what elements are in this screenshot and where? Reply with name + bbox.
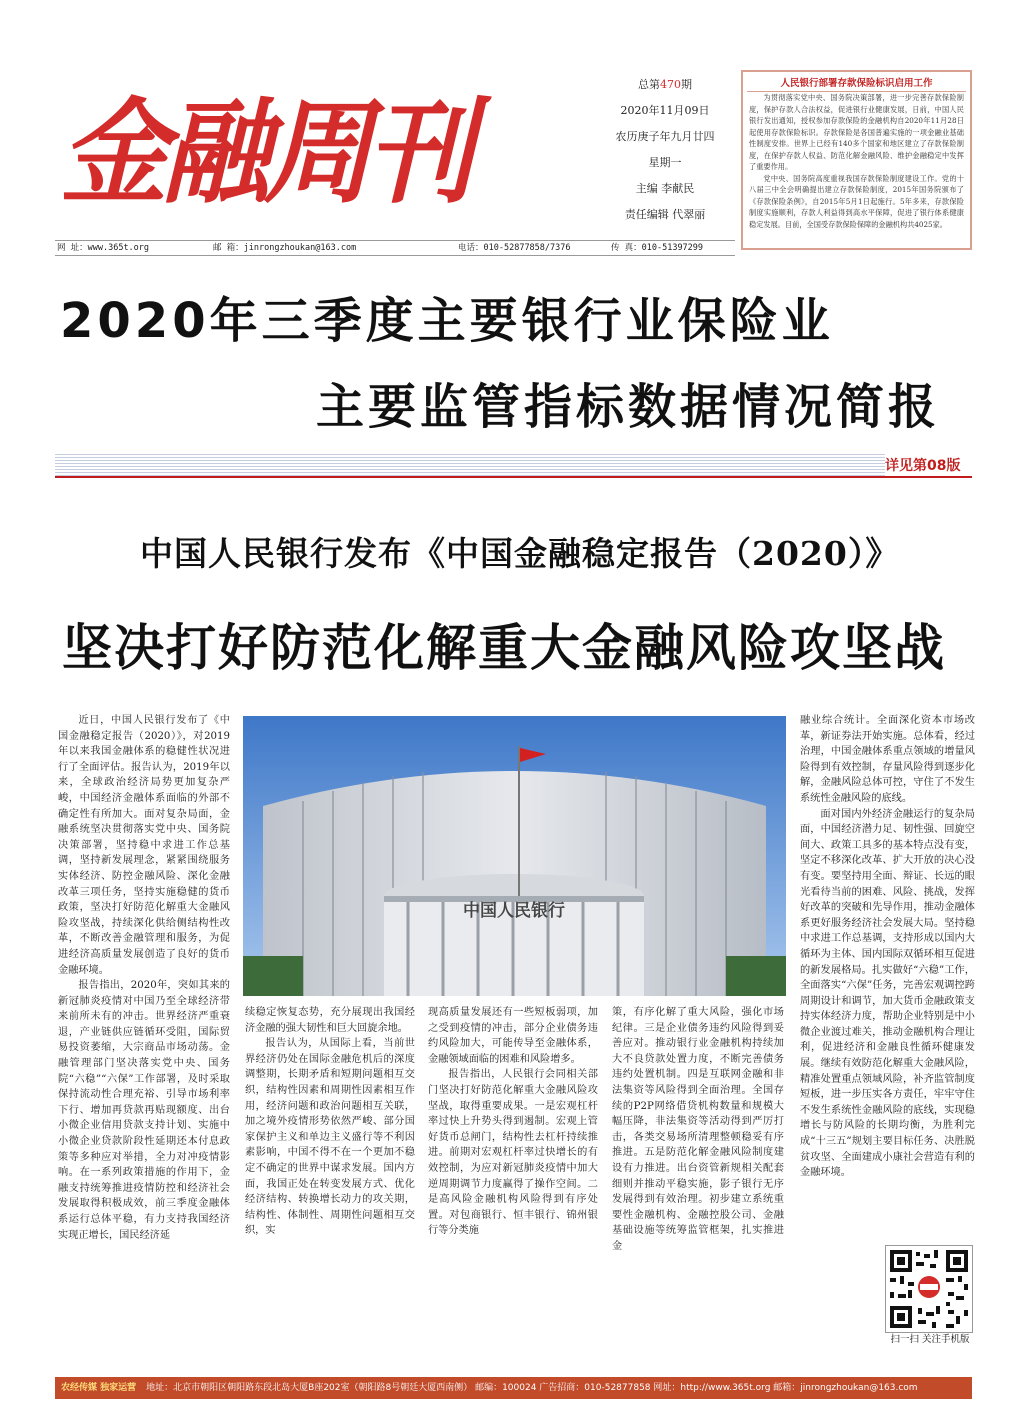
article-paragraph: 面对国内外经济金融运行的复杂局面，中国经济潜力足、韧性强、回旋空间大、政策工具多的基本特点没有变，坚定不移深化改革、扩大开放的决心没有变。要坚持用全面、辩证、长远的眼光看待当前的困难、风险、挑战，发挥好改革的突破和先导作用，推动金融体系更好服务经济社会发展大局。坚持稳中求进工作总基调，支持形成以国内大循环为主体、国内国际双循环相互促进的新发展格局。扎实做好“六稳”工作，全面落实“六保”任务，完善宏观调控跨周期设计和调节，加大货币金融政策支持实体经济力度，帮助企业特别是中小微企业渡过难关，推动金融机构合理让利，促进经济和金融良性循环健康发展。继续有效防范化解重大金融风险，精准处置重点领域风险，补齐监管制度短板，进一步压实各方责任，牢牢守住不发生系统性金融风险的底线，实现稳增长与防风险的长期均衡，为胜利完成“十三五”规划主要目标任务、决胜脱贫攻坚、全面建成小康社会营造有利的金融环境。 — [800, 808, 975, 1179]
responsible-editor: 责任编辑 代翠丽 — [624, 208, 706, 221]
stripe-divider — [55, 452, 885, 476]
article-paragraph: 策，有序化解了重大风险，强化市场纪律。三是企业债务违约风险得到妥善应对。推动银行业金融机构持续加大不良贷款处置力度，不断完善债务违约处置机制。四是互联网金融和非法集资等风险得到全面治理。全国存续的P2P网络借贷机构数量和规模大幅压降，非法集资等活动得到严厉打击，各类交易场所清理整顿稳妥有序推进。五是防范化解金融风险制度建设有力推进。出台资管新规相关配套细则并推动平稳实施，影子银行无序发展得到有效治理。初步建立系统重要性金融机构、金融控股公司、金融基础设施等统筹监管框架，扎实推进金 — [612, 1007, 784, 1252]
article-kicker: 中国人民银行发布《中国金融稳定报告（2020）》 — [140, 534, 900, 573]
contact-bar — [55, 240, 735, 256]
notice-paragraph: 为贯彻落实党中央、国务院决策部署，进一步完善存款保险制度，保护存款人合法权益，促进银行业健康发展，日前，中国人民银行发出通知，授权参加存款保险的金融机构自2020年11月28日起使用存款保险标识。存款保险是各国普遍实施的一项金融业基础性制度安排。世界上已经有140多个国家和地区建立了存款保险制度，在保护存款人权益、防范化解金融风险、维护金融稳定中发挥了重要作用。 — [749, 93, 964, 171]
article-paragraph: 续稳定恢复态势，充分展现出我国经济金融的强大韧性和巨大回旋余地。 — [245, 1007, 415, 1034]
masthead-title: 金融周刊 — [60, 86, 469, 220]
article-paragraph: 现高质量发展还有一些短板弱项，加之受到疫情的冲击，部分企业债务违约风险加大，可能传导至金融体系，金融领域面临的困难和风险增多。 — [428, 1007, 598, 1065]
article-paragraph: 报告指出，人民银行会同相关部门坚决打好防范化解重大金融风险攻坚战，取得重要成果。一是宏观杠杆率过快上升势头得到遏制。宏观上管好货币总闸门，结构性去杠杆持续推进。前期对宏观杠杆率过快增长的有效控制，为应对新冠肺炎疫情中加大逆周期调节力度赢得了操作空间。二是高风险金融机构风险得到有序处置。对包商银行、恒丰银行、锦州银行等分类施 — [428, 1069, 598, 1237]
issue-number: 总第470期 — [638, 78, 692, 91]
red-divider — [55, 476, 972, 478]
article-paragraph: 融业综合统计。全面深化资本市场改革，新证券法开始实施。总体看，经过治理，中国金融体系重点领域的增量风险得到有效控制，存量风险得到逐步化解，金融风险总体可控，守住了不发生系统性金融风险的底线。 — [800, 715, 975, 804]
article-headline: 坚决打好防范化解重大金融风险攻坚战 — [62, 618, 946, 677]
issue-date: 2020年11月09日 — [620, 104, 710, 117]
headline-1-line-1: 2020年三季度主要银行业保险业 — [60, 293, 834, 349]
notice-title: 人民银行部署存款保险标识启用工作 — [747, 72, 966, 92]
pboc-building-photo — [243, 716, 786, 996]
footer-bar — [55, 1377, 972, 1399]
fax-info: 传 真：010-51397299 — [611, 243, 704, 253]
email-info[interactable]: 邮 箱：jinrongzhoukan@163.com — [213, 243, 357, 253]
headline-1-line-2: 主要监管指标数据情况简报 — [316, 379, 941, 435]
footer-address: 地址：北京市朝阳区朝阳路东段北岛大厦B座202室（朝阳路8号朝廷大厦西南侧） 邮编：100024 广告招商：010-52877858 网址：http://www.365t.org 邮箱：jinrongzhoukan@163.com — [146, 1383, 918, 1393]
website-info[interactable]: 网 址：www.365t.org — [57, 243, 150, 253]
notice-paragraph: 党中央、国务院高度重视我国存款保险制度建设工作。党的十八届三中全会明确提出建立存款保险制度，2015年国务院颁布了《存款保险条例》，自2015年5月1日起施行。5年多来，存款保险制度实施顺利，存款人利益得到高水平保障，促进了银行体系健康稳定发展。目前，全国受存款保险保障的金融机构共4025家。 — [749, 173, 964, 229]
article-column-1 — [58, 713, 230, 1243]
qr-code-icon[interactable] — [885, 1245, 973, 1333]
issue-meta — [590, 72, 740, 228]
see-page-link[interactable]: 详见第08版 — [885, 458, 961, 474]
article-column-5 — [800, 713, 975, 1181]
article-paragraph: 报告指出，2020年，突如其来的新冠肺炎疫情对中国乃至全球经济带来前所未有的冲击。世界经济严重衰退，产业链供应链循环受阻，国际贸易投资萎缩，大宗商品市场动荡。金融管理部门坚决落实党中央、国务院“六稳”“六保”工作部署，及时采取保持流动性合理充裕、引导市场利率下行、增加再贷款再贴现额度、出台小微企业信用贷款支持计划、实施中小微企业贷款阶段性延期还本付息政策等多种应对举措，全力对冲疫情影响。在一系列政策措施的作用下，金融支持统筹推进疫情防控和经济社会发展取得积极成效，前三季度金融体系运行总体平稳，有力支持我国经济实现正增长，国民经济延 — [58, 980, 230, 1241]
phone-info: 电话：010-52877858/7376 — [458, 243, 571, 253]
article-column-4 — [612, 1005, 784, 1255]
notice-box — [741, 70, 972, 250]
article-column-2 — [245, 1005, 415, 1239]
weekday: 星期一 — [648, 156, 682, 169]
article-column-3 — [428, 1005, 598, 1239]
building-sign: 中国人民银行 — [463, 901, 565, 921]
editor-in-chief: 主编 李献民 — [635, 182, 695, 195]
lunar-date: 农历庚子年九月廿四 — [615, 130, 715, 143]
footer-brand: 农经传媒 独家运营 — [61, 1383, 137, 1393]
article-paragraph: 近日，中国人民银行发布了《中国金融稳定报告（2020）》，对2019年以来我国金融体系的稳健性状况进行了全面评估。报告认为，2019年以来，全球政治经济局势更加复杂严峻，中国经济金融体系面临的外部不确定性有所加大。面对复杂局面，金融系统坚决贯彻落实党中央、国务院决策部署，坚持稳中求进工作总基调，坚持新发展理念，紧紧围绕服务实体经济、防控金融风险、深化金融改革三项任务，坚持实施稳健的货币政策，坚决打好防范化解重大金融风险攻坚战，持续深化供给侧结构性改革，不断改善金融管理和服务，为促进经济高质量发展创造了良好的货币金融环境。 — [58, 715, 230, 976]
article-paragraph: 报告认为，从国际上看，当前世界经济仍处在国际金融危机后的深度调整期，长期矛盾和短期问题相互交织，结构性因素和周期性因素相互作用，经济问题和政治问题相互关联，加之境外疫情形势依然严峻、部分国家保护主义和单边主义盛行等不利因素影响，中国不得不在一个更加不稳定不确定的世界中谋求发展。国内方面，我国正处在转变发展方式、优化经济结构、转换增长动力的攻关期，结构性、体制性、周期性问题相互交织，实 — [245, 1038, 415, 1237]
qr-caption: 扫一扫 关注手机版 — [890, 1334, 970, 1345]
